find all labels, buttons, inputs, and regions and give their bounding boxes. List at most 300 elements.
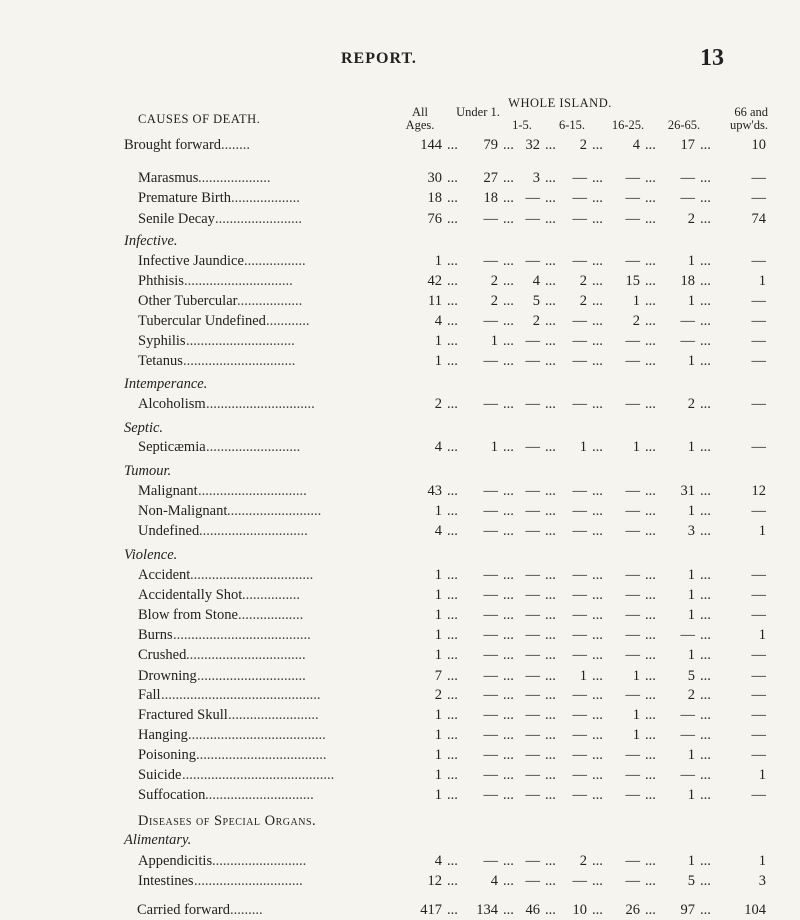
table-cell: — [625, 787, 640, 803]
table-cell: — [751, 687, 766, 703]
column-separator: ... [645, 747, 656, 763]
column-separator: ... [447, 170, 458, 186]
column-separator: ... [503, 668, 514, 684]
column-separator: ... [592, 707, 603, 723]
column-separator: ... [447, 707, 458, 723]
table-cell: — [525, 253, 540, 269]
column-separator: ... [545, 727, 556, 743]
table-cell: — [525, 767, 540, 783]
column-separator: ... [503, 211, 514, 227]
table-cell: — [525, 668, 540, 684]
table-row [0, 188, 800, 208]
column-separator: ... [545, 170, 556, 186]
table-cell: — [751, 503, 766, 519]
table-row [0, 209, 800, 229]
column-separator: ... [592, 137, 603, 153]
dot-leader: .............................. [186, 333, 295, 349]
table-cell: — [483, 253, 498, 269]
column-separator: ... [645, 333, 656, 349]
table-cell: 18 [427, 190, 442, 206]
column-separator: ... [545, 627, 556, 643]
table-cell: 2 [490, 293, 498, 309]
column-separator: ... [545, 273, 556, 289]
table-cell: 1 [687, 587, 695, 603]
dot-leader: .................................... [196, 747, 327, 763]
column-separator: ... [592, 253, 603, 269]
column-separator: ... [700, 727, 711, 743]
column-separator: ... [503, 627, 514, 643]
table-cell: — [751, 439, 766, 455]
table-cell: 2 [687, 396, 695, 412]
column-separator: ... [503, 747, 514, 763]
column-separator: ... [503, 587, 514, 603]
table-cell: 1 [490, 439, 498, 455]
table-cell: 1 [632, 439, 640, 455]
table-cell: 4 [490, 873, 498, 889]
row-label: Tetanus [138, 353, 183, 369]
dot-leader: .......................................... [182, 767, 335, 783]
table-cell: — [572, 767, 587, 783]
table-cell: — [525, 607, 540, 623]
column-separator: ... [447, 137, 458, 153]
table-cell: 2 [632, 313, 640, 329]
table-cell: 18 [680, 273, 695, 289]
column-separator: ... [447, 523, 458, 539]
column-separator: ... [592, 353, 603, 369]
column-separator: ... [545, 567, 556, 583]
table-cell: 4 [434, 853, 442, 869]
column-separator: ... [545, 211, 556, 227]
table-cell: — [625, 627, 640, 643]
column-separator: ... [447, 313, 458, 329]
table-cell: — [625, 873, 640, 889]
section-heading: Alimentary. [124, 832, 192, 848]
table-row [0, 745, 800, 765]
row-label: Marasmus [138, 170, 199, 186]
column-separator: ... [447, 587, 458, 603]
column-separator: ... [592, 687, 603, 703]
dot-leader: .............................. [184, 273, 293, 289]
dot-leader: ........ [221, 137, 250, 153]
table-cell: — [483, 353, 498, 369]
column-separator: ... [503, 873, 514, 889]
table-cell: — [483, 853, 498, 869]
column-separator: ... [592, 190, 603, 206]
table-cell: — [572, 787, 587, 803]
row-label: Syphilis [138, 333, 186, 349]
column-separator: ... [592, 170, 603, 186]
row-label: Undefined [138, 523, 200, 539]
table-row [0, 311, 800, 331]
row-label: Poisoning [138, 747, 197, 763]
table-cell: 12 [427, 873, 442, 889]
column-separator: ... [447, 787, 458, 803]
table-cell: 1 [490, 333, 498, 349]
table-cell: — [572, 483, 587, 499]
table-cell: — [680, 313, 695, 329]
table-cell: — [525, 439, 540, 455]
column-separator: ... [700, 873, 711, 889]
table-cell: — [483, 627, 498, 643]
column-separator: ... [592, 587, 603, 603]
table-cell: 1 [632, 727, 640, 743]
dot-leader: ................... [231, 190, 300, 206]
column-separator: ... [503, 439, 514, 455]
table-cell: — [751, 396, 766, 412]
table-cell: — [483, 567, 498, 583]
row-label: Premature Birth [138, 190, 232, 206]
table-cell: 1 [434, 567, 442, 583]
section-heading: Intemperance. [124, 376, 208, 392]
table-cell: — [483, 313, 498, 329]
column-separator: ... [700, 627, 711, 643]
column-separator: ... [545, 313, 556, 329]
table-cell: 4 [434, 439, 442, 455]
table-cell: 1 [434, 253, 442, 269]
table-row [0, 585, 800, 605]
table-cell: 97 [680, 902, 695, 918]
table-cell: — [625, 607, 640, 623]
row-label: Burns [138, 627, 173, 643]
table-cell: — [525, 627, 540, 643]
column-separator: ... [447, 687, 458, 703]
column-separator: ... [592, 293, 603, 309]
table-cell: — [572, 313, 587, 329]
page-title: REPORT. [341, 50, 417, 67]
column-separator: ... [645, 503, 656, 519]
column-separator: ... [545, 333, 556, 349]
column-separator: ... [447, 273, 458, 289]
table-cell: — [483, 767, 498, 783]
table-cell: — [572, 396, 587, 412]
row-label: Non-Malignant [138, 503, 228, 519]
table-cell: — [625, 353, 640, 369]
table-row [0, 851, 800, 871]
table-cell: — [572, 190, 587, 206]
column-separator: ... [545, 902, 556, 918]
table-cell: — [751, 353, 766, 369]
row-label: Senile Decay [138, 211, 215, 227]
table-cell: — [483, 607, 498, 623]
table-cell: 5 [687, 668, 695, 684]
table-row [0, 705, 800, 725]
column-separator: ... [503, 273, 514, 289]
col-header-1-5: 1-5. [512, 118, 532, 132]
table-cell: — [680, 707, 695, 723]
table-cell: 1 [434, 353, 442, 369]
table-row [0, 351, 800, 371]
table-cell: 3 [532, 170, 540, 186]
column-separator: ... [645, 170, 656, 186]
table-cell: — [625, 211, 640, 227]
column-separator: ... [645, 587, 656, 603]
column-separator: ... [447, 853, 458, 869]
table-cell: 1 [758, 523, 766, 539]
dot-leader: .............................. [199, 523, 308, 539]
table-cell: 1 [758, 767, 766, 783]
table-cell: 1 [687, 567, 695, 583]
column-separator: ... [700, 333, 711, 349]
dot-leader: .......................... [227, 503, 322, 519]
table-cell: 1 [579, 668, 587, 684]
table-row [0, 765, 800, 785]
column-separator: ... [545, 253, 556, 269]
table-cell: — [483, 396, 498, 412]
column-separator: ... [447, 253, 458, 269]
table-cell: — [572, 253, 587, 269]
table-cell: 1 [632, 293, 640, 309]
column-separator: ... [503, 253, 514, 269]
column-separator: ... [545, 587, 556, 603]
dot-leader: ......... [230, 902, 263, 918]
table-cell: — [483, 587, 498, 603]
table-row [0, 565, 800, 585]
table-cell: — [625, 333, 640, 349]
column-separator: ... [545, 647, 556, 663]
row-label: Tubercular Undefined [138, 313, 266, 329]
table-cell: 31 [680, 483, 695, 499]
column-separator: ... [545, 787, 556, 803]
table-cell: — [525, 747, 540, 763]
table-row [0, 251, 800, 271]
table-cell: 43 [427, 483, 442, 499]
table-cell: 1 [434, 707, 442, 723]
dot-leader: ........................ [215, 211, 302, 227]
column-separator: ... [592, 902, 603, 918]
column-separator: ... [592, 273, 603, 289]
table-cell: — [525, 567, 540, 583]
column-separator: ... [545, 137, 556, 153]
table-row [0, 645, 800, 665]
row-label: Crushed [138, 647, 187, 663]
column-separator: ... [700, 293, 711, 309]
table-cell: — [625, 483, 640, 499]
table-cell: 27 [483, 170, 498, 186]
table-cell: — [751, 253, 766, 269]
column-separator: ... [503, 190, 514, 206]
column-separator: ... [645, 668, 656, 684]
row-label: Brought forward [124, 137, 222, 153]
table-cell: — [572, 687, 587, 703]
column-separator: ... [447, 668, 458, 684]
table-cell: — [525, 211, 540, 227]
table-cell: 3 [687, 523, 695, 539]
table-cell: — [483, 647, 498, 663]
table-cell: — [525, 707, 540, 723]
column-separator: ... [545, 439, 556, 455]
column-separator: ... [447, 567, 458, 583]
dot-leader: ...................................... [173, 627, 311, 643]
row-label: Intestines [138, 873, 194, 889]
table-cell: — [525, 353, 540, 369]
column-separator: ... [592, 211, 603, 227]
column-separator: ... [545, 503, 556, 519]
table-cell: — [525, 647, 540, 663]
table-cell: 11 [428, 293, 442, 309]
table-cell: 1 [632, 707, 640, 723]
column-separator: ... [447, 483, 458, 499]
col-header-16-25: 16-25. [611, 118, 645, 132]
column-separator: ... [447, 190, 458, 206]
table-cell: 1 [632, 668, 640, 684]
table-cell: — [572, 211, 587, 227]
table-cell: — [751, 727, 766, 743]
column-separator: ... [592, 873, 603, 889]
causes-header: CAUSES OF DEATH. [138, 112, 261, 126]
table-cell: — [525, 873, 540, 889]
column-separator: ... [645, 707, 656, 723]
table-cell: 18 [483, 190, 498, 206]
table-cell: 1 [687, 787, 695, 803]
table-cell: — [680, 727, 695, 743]
table-cell: — [572, 353, 587, 369]
table-row [0, 871, 800, 891]
table-cell: — [483, 503, 498, 519]
column-separator: ... [503, 767, 514, 783]
column-separator: ... [645, 727, 656, 743]
table-cell: — [680, 627, 695, 643]
table-cell: — [483, 687, 498, 703]
column-separator: ... [645, 687, 656, 703]
table-row [0, 291, 800, 311]
table-cell: 1 [687, 253, 695, 269]
group-title: WHOLE ISLAND. [508, 96, 612, 110]
dot-leader: ............ [266, 313, 310, 329]
column-separator: ... [592, 853, 603, 869]
table-cell: — [625, 567, 640, 583]
row-label: Malignant [138, 483, 198, 499]
column-separator: ... [503, 353, 514, 369]
column-separator: ... [545, 483, 556, 499]
column-separator: ... [503, 313, 514, 329]
column-separator: ... [503, 503, 514, 519]
column-separator: ... [700, 211, 711, 227]
dot-leader: .............................. [205, 787, 314, 803]
table-row [0, 625, 800, 645]
table-cell: 74 [751, 211, 766, 227]
col-header-26-65: 26-65. [667, 118, 701, 132]
row-label: Phthisis [138, 273, 184, 289]
column-separator: ... [503, 333, 514, 349]
table-cell: — [572, 567, 587, 583]
table-cell: 2 [532, 313, 540, 329]
column-separator: ... [545, 747, 556, 763]
row-label: Septicæmia [138, 439, 206, 455]
dot-leader: .................. [237, 293, 303, 309]
table-cell: — [525, 396, 540, 412]
table-cell: 5 [532, 293, 540, 309]
table-cell: 1 [434, 767, 442, 783]
column-separator: ... [447, 727, 458, 743]
table-row [0, 437, 800, 457]
table-cell: 42 [427, 273, 442, 289]
table-cell: 104 [744, 902, 766, 918]
section-heading: Violence. [124, 547, 178, 563]
column-separator: ... [545, 687, 556, 703]
table-cell: — [625, 747, 640, 763]
table-cell: — [572, 707, 587, 723]
table-cell: 417 [420, 902, 442, 918]
table-cell: 2 [434, 396, 442, 412]
column-separator: ... [645, 313, 656, 329]
col-header-all-ages: All Ages. [405, 105, 435, 132]
column-separator: ... [545, 767, 556, 783]
column-separator: ... [503, 647, 514, 663]
table-cell: 5 [687, 873, 695, 889]
column-separator: ... [592, 747, 603, 763]
column-separator: ... [645, 647, 656, 663]
dot-leader: .......................... [212, 853, 307, 869]
column-separator: ... [447, 353, 458, 369]
table-cell: 1 [579, 439, 587, 455]
column-separator: ... [700, 853, 711, 869]
table-cell: 32 [525, 137, 540, 153]
column-separator: ... [645, 190, 656, 206]
table-cell: 2 [687, 687, 695, 703]
column-separator: ... [700, 523, 711, 539]
column-separator: ... [503, 902, 514, 918]
table-cell: — [525, 853, 540, 869]
column-separator: ... [447, 902, 458, 918]
column-separator: ... [592, 607, 603, 623]
table-cell: — [751, 668, 766, 684]
column-separator: ... [645, 853, 656, 869]
column-separator: ... [700, 747, 711, 763]
table-cell: 30 [427, 170, 442, 186]
table-cell: — [525, 727, 540, 743]
row-label: Accident [138, 567, 191, 583]
table-cell: 4 [434, 313, 442, 329]
dot-leader: .................. [238, 607, 304, 623]
column-separator: ... [592, 333, 603, 349]
table-cell: — [751, 567, 766, 583]
dot-leader: .............................. [197, 668, 306, 684]
column-separator: ... [700, 668, 711, 684]
dot-leader: .............................. [194, 873, 303, 889]
table-cell: — [680, 170, 695, 186]
total-row [0, 900, 800, 920]
column-separator: ... [545, 668, 556, 684]
table-cell: 1 [687, 747, 695, 763]
column-separator: ... [700, 439, 711, 455]
table-cell: 1 [434, 607, 442, 623]
column-separator: ... [503, 523, 514, 539]
table-cell: 2 [687, 211, 695, 227]
table-cell: — [751, 170, 766, 186]
table-cell: 1 [434, 503, 442, 519]
dot-leader: ................................. [186, 647, 306, 663]
column-separator: ... [545, 293, 556, 309]
table-cell: — [483, 483, 498, 499]
table-cell: — [572, 587, 587, 603]
dot-leader: ............................................ [161, 687, 321, 703]
table-cell: 1 [687, 607, 695, 623]
table-cell: 1 [687, 503, 695, 519]
table-cell: — [625, 503, 640, 519]
table-cell: — [525, 687, 540, 703]
column-separator: ... [503, 707, 514, 723]
column-separator: ... [700, 170, 711, 186]
table-cell: — [625, 253, 640, 269]
table-cell: — [572, 873, 587, 889]
table-cell: 1 [687, 293, 695, 309]
column-separator: ... [503, 293, 514, 309]
table-cell: — [572, 747, 587, 763]
table-cell: — [751, 607, 766, 623]
column-separator: ... [645, 567, 656, 583]
table-row [0, 331, 800, 351]
table-cell: — [572, 727, 587, 743]
